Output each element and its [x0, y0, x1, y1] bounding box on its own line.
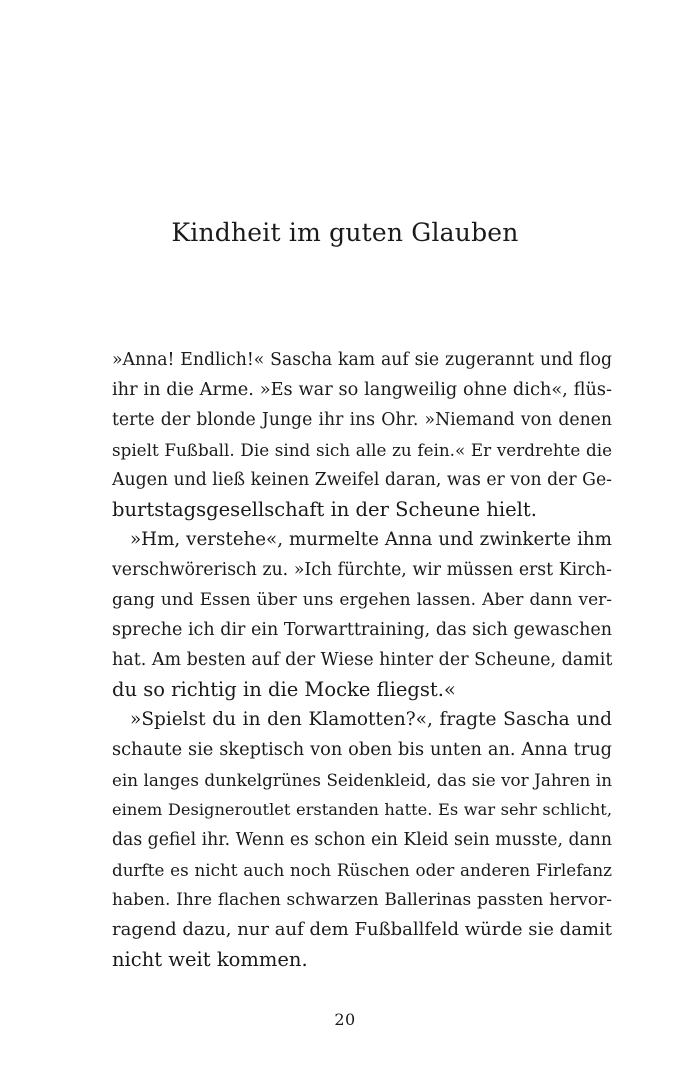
- text-line: »Hm, verstehe«, murmelte Anna und zwinkerte ihm: [130, 529, 612, 550]
- text-line: nicht weit kommen.: [112, 948, 308, 971]
- text-line: verschwörerisch zu. »Ich fürchte, wir müssen erst Kirch-: [112, 560, 612, 580]
- text-line: hat. Am besten auf der Wiese hinter der Scheune, damit: [112, 650, 613, 670]
- text-line: das gefiel ihr. Wenn es schon ein Kleid sein musste, dann: [112, 830, 612, 850]
- text-line: spielt Fußball. Die sind sich alle zu fein.« Er verdrehte die: [112, 440, 612, 460]
- text-line: burtstagsgesellschaft in der Scheune hielt.: [112, 498, 537, 521]
- text-line: spreche ich dir ein Torwarttraining, das sich gewaschen: [112, 620, 612, 640]
- text-line: ein langes dunkelgrünes Seidenkleid, das sie vor Jahren in: [112, 770, 612, 790]
- text-line: durfte es nicht auch noch Rüschen oder anderen Firlefanz: [112, 860, 612, 880]
- body-text: [112, 345, 612, 975]
- text-line: du so richtig in die Mocke fliegst.«: [112, 678, 456, 701]
- text-line: gang und Essen über uns ergehen lassen. Aber dann ver-: [112, 590, 612, 610]
- text-line: haben. Ihre flachen schwarzen Ballerinas passten hervor-: [112, 890, 612, 910]
- chapter-title: Kindheit im guten Glauben: [171, 218, 519, 247]
- page-number: 20: [334, 1010, 356, 1029]
- text-line: »Spielst du in den Klamotten?«, fragte Sascha und: [130, 709, 612, 730]
- text-line: Augen und ließ keinen Zweifel daran, was er von der Ge-: [112, 470, 612, 490]
- text-line: schaute sie skeptisch von oben bis unten an. Anna trug: [112, 740, 612, 760]
- text-line: einem Designeroutlet erstanden hatte. Es war sehr schlicht,: [112, 800, 612, 819]
- text-line: ragend dazu, nur auf dem Fußballfeld würde sie damit: [112, 919, 612, 940]
- text-line: ihr in die Arme. »Es war so langweilig ohne dich«, flüs-: [112, 380, 612, 400]
- text-line: terte der blonde Junge ihr ins Ohr. »Niemand von denen: [112, 410, 612, 430]
- text-line: »Anna! Endlich!« Sascha kam auf sie zugerannt und flog: [112, 350, 612, 370]
